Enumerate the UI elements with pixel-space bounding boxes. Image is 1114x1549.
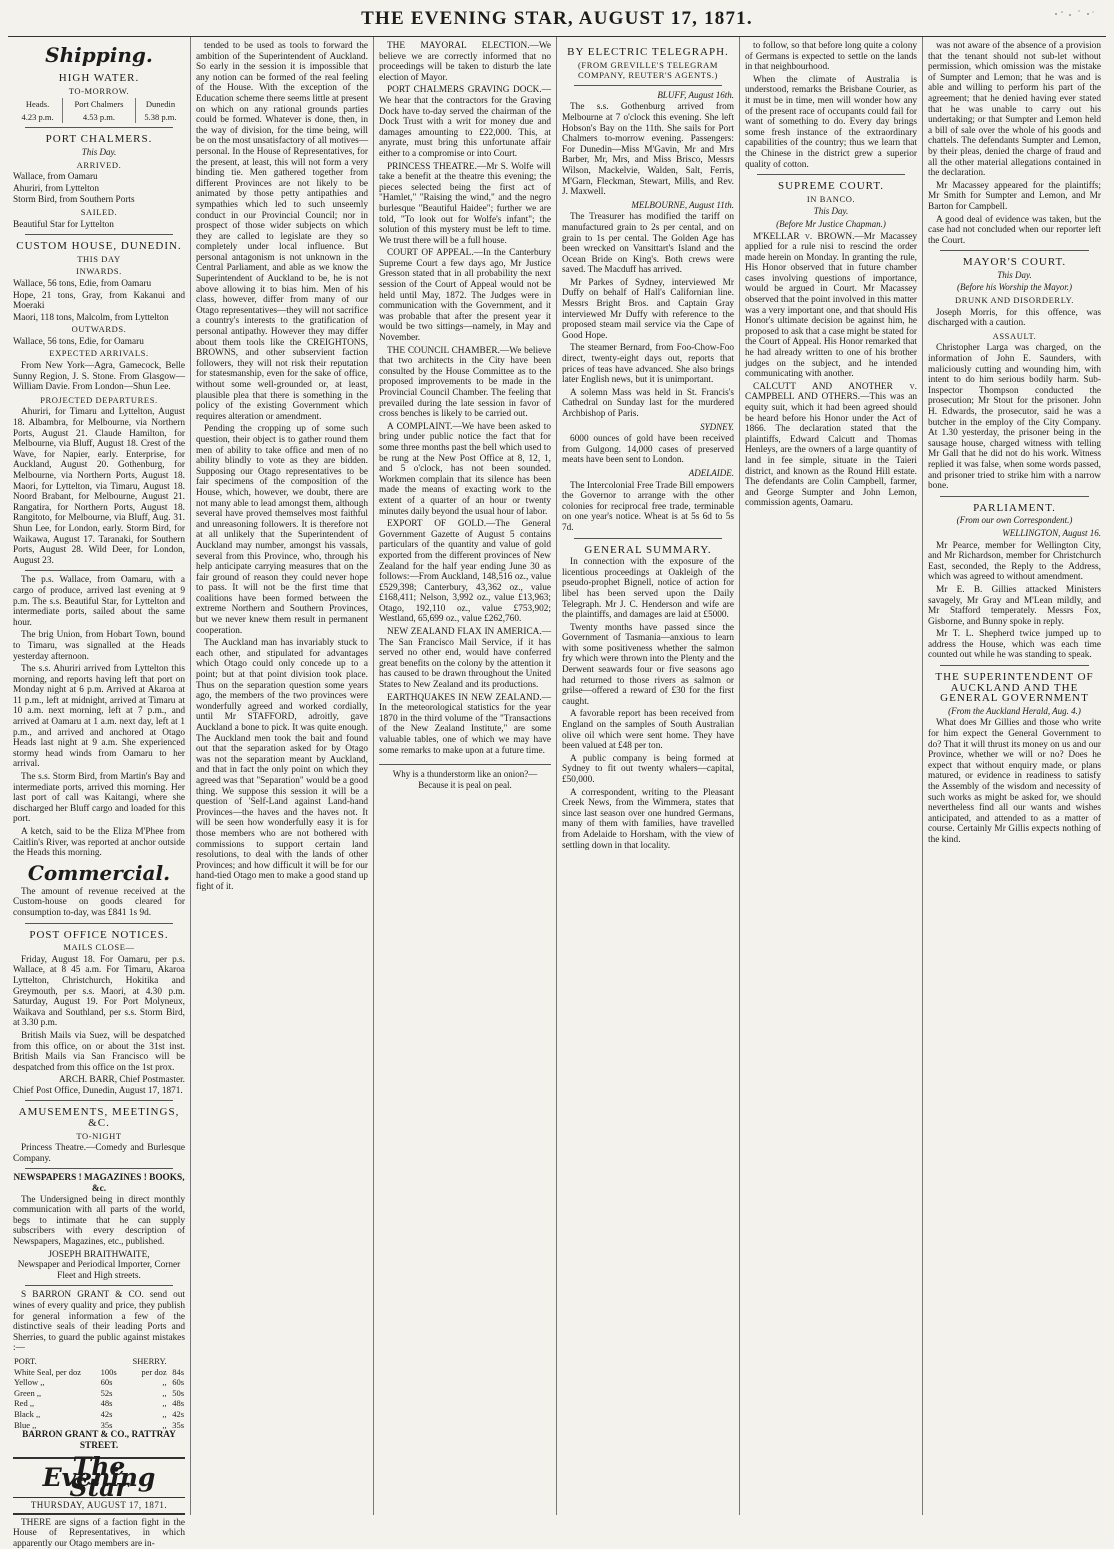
- divider: [757, 174, 905, 175]
- wine-cell: Blue ,,: [14, 1419, 37, 1430]
- tide-table: [13, 98, 185, 123]
- projected-departures-heading: PROJECTED DEPARTURES.: [40, 394, 158, 405]
- shipping-heading: Shipping.: [45, 43, 153, 67]
- news-item-text: We believe we are correctly informed that no proceedings will be taken to disturb the late election of Mayor.: [379, 41, 551, 83]
- case-continued-paragraph: A good deal of evidence was taken, but the case had not concluded when our reporter left the Court.: [928, 214, 1101, 246]
- paper-date-line: THURSDAY, AUGUST 17, 1871.: [13, 1500, 185, 1515]
- news-item: PORT CHALMERS GRAVING DOCK.—We hear that the contractors for the Graving Dock have to-day served the chairman of the Dock Trust with a writ for money due and damages amounting to £22,000. This, at anyrate, must bring this unfortunate affair either to a compromise or into Court.: [379, 85, 551, 159]
- wine-cell: Green ,,: [14, 1387, 42, 1398]
- divider: [25, 127, 173, 128]
- wine-cell: 84s: [172, 1366, 184, 1377]
- wine-cell: ,,: [162, 1377, 167, 1388]
- wine-cell: ,,: [162, 1387, 167, 1398]
- newspapers-ad-name: JOSEPH BRAITHWAITE,: [48, 1249, 150, 1260]
- case-title: M'KELLAR v. BROWN.: [753, 231, 855, 242]
- news-item: A COMPLAINT.—We have been asked to bring under public notice the fact that for some three months past the bell which used to be rung at the New Post Office at 8, 12, 1, and 5 o'clock, has not been sounded. Workmen complain that its silence has been made the means of exacting work to the extent of a quarter of an hour or twenty minutes daily beyond the usual hour of labor.: [379, 421, 551, 517]
- outwards-heading: OUTWARDS.: [71, 324, 127, 335]
- post-office-heading: POST OFFICE NOTICES.: [29, 928, 169, 941]
- leader-paragraph: tended to be used as tools to forward the ambition of the Superintendent of Auckland. So early in the session it is impossible that any notion can be formed of the real feeling of the House. With the exception of the Education scheme there seems little at present on which on any rational grounds parties could be formed. Whatever is done, then, in the way of division, for the time being, will be on the most unsatisfactory of all motives—personal. In the House of Representatives, for the present, at least, this will not form a very binding tie. Men gathered together from different Provinces are not likely to be animated by those petty antipathies and sympathies which led to such unseemly conduct in our Provincial Council; nor in prospect of those wider subjects on which they are called to legislate are they so completely under local influence. But personal antagonism is not unknown in the Central Parliament, and able as we know the Superintendent of Auckland to be, he is not above allowing it to bias him. Men of his class, however, differ from many of our Otago representatives—they will not sacrifice a country's interests to the gratification of personal antipathy. However they may differ about them tools like the CREIGHTONS, BROWNS, and other subservient faction followers, they will not risk their reputation for statesmanship, even for the sake of office, without some well-grounded or, at least, plausible plea that there is something in the policy of the existing Government which requires alteration or amendment.: [196, 41, 368, 422]
- wine-cell: 48s: [100, 1398, 113, 1409]
- paper-fleck-mark: [1052, 8, 1096, 18]
- parliament-paragraph: Mr Pearce, member for Wellington City, and Mr Richardson, member for Christchurch East, seconded, the Reply to the Address, which was agreed to without amendment.: [928, 540, 1101, 583]
- court-judge-label: (Before Mr Justice Chapman.): [776, 218, 886, 229]
- leader-opening: THERE are signs of a faction fight in the House of Representatives, in which apparently our Otago members are in-: [13, 1517, 185, 1549]
- tide-time: 4.23 p.m.: [13, 111, 63, 124]
- superintendent-paragraph: What does Mr Gillies and those who write for him expect the General Government to do? That it will thrust its money on us and our Province, whether we will or no? Does he expect that without enquiry made, or plans matured, or evidence in readiness to satisfy the Assembly of the wisdom and necessity of such works as might be asked for, we should nevertheless find all our wants and wishes anticipated, and attended to as a matter of course. Certainly Mr Gillis expects nothing of the kind.: [928, 718, 1101, 845]
- projected-departures-text: Ahuriri, for Timaru and Lyttelton, August 18. Albambra, for Melbourne, via Northern Ports, August 21. Claude Hamilton, for Melbourne, via Bluff, August 18. Crest of the Wave, for Napier, early. Enterprise, for Auckland, August 20. Gothenburg, for Melbourne, via Northern Ports, August 18. Maori, for Lyttelton, via Timaru, August 18. Noord Brabant, for Melbourne, August 21. Rangatira, for Northern Ports, August 18. Rangitoto, for Melbourne, via Bluff, Aug. 31. Shun Lee, for London, early. Storm Bird, for Waikawa, August 17. Taranaki, for Southern Ports, August 28. Wild Deer, for London, August 23.: [13, 407, 185, 566]
- amusements-heading: AMUSEMENTS, MEETINGS, &C.: [18, 1106, 180, 1130]
- summary-paragraph: A public company is being formed at Sydney to fit out twenty whalers—capital, £50,000.: [562, 753, 734, 785]
- news-item-title: THE COUNCIL CHAMBER.: [387, 345, 500, 356]
- wine-cell: ,,: [162, 1419, 167, 1430]
- news-item: PRINCESS THEATRE.—Mr S. Wolfe will take a benefit at the theatre this evening; the pieces selected being the first act of "Hamlet," "Raising the wind," and the negro burlesque "Beautiful Haidee"; further we are told, "To look out for Wolfe's infant"; the solution of this mystery must be left to time. We trust there will be a full house.: [379, 161, 551, 246]
- column-6: [923, 37, 1106, 1515]
- parliament-heading: PARLIAMENT.: [973, 501, 1056, 514]
- newspapers-ad-subtitle: Newspaper and Periodical Importer, Corner Fleet and High streets.: [17, 1260, 181, 1281]
- outwards-entry: Wallace, 56 tons, Edie, for Oamaru: [13, 336, 144, 347]
- parliament-paragraph: Mr E. B. Gillies attacked Ministers savagely, Mr Gray and M'Lean mildly, and Mr Stafford temperately. Messrs Fox, Gisborne, and Bunny spoke in reply.: [928, 584, 1101, 627]
- case-continued-paragraph: was not aware of the absence of a provision that the tenant should not sub-let without permission, which omission was the mistake of Sumpter and Lemon; that he was and is able and willing to perform his part of the agreement; that he denied having ever stated that he was unable to carry out his undertaking; or that Sumpter and Lemon held a bill of sale over the whole of his goods and chattels. The defendants Sumpter and Lemon, by their pleas, denied the charge of fraud and all the other material allegations contained in the declaration.: [928, 41, 1101, 179]
- wine-cell: ,,: [162, 1408, 167, 1419]
- news-item-text: In the meteorological statistics for the year 1870 in the third volume of the "Transactions of the New Zealand Institute," are some valuable tables, one of which we may have some remarks to make upon at a future time.: [379, 703, 551, 756]
- news-item: THE COUNCIL CHAMBER.—We believe that two architects in the City have been consulted by the House Committee as to the proposed improvements to be made in the Provincial Council Chamber. The feeling that prevailed during the late session in favor of cross benches is likely to be carried out.: [379, 345, 551, 420]
- mayors-court-judge: (Before his Worship the Mayor.): [956, 282, 1073, 293]
- mayors-court-day: This Day.: [997, 269, 1032, 280]
- tide-place: Heads.: [13, 98, 63, 111]
- wine-price-table: [13, 1356, 185, 1430]
- customs-day-label: THIS DAY: [77, 253, 121, 264]
- tide-time: 4.53 p.m.: [63, 111, 136, 124]
- wine-cell: 42s: [172, 1408, 184, 1419]
- news-item-title: EXPORT OF GOLD.: [387, 519, 487, 530]
- court-case: M'KELLAR v. BROWN.—Mr Macassey applied for a rule nisi to rescind the order made herein on Monday. In granting the rule, His Honor observed that in future chamber cases involving questions of importance, would be argued in Court. Mr Macassey observed that the point involved in this matter was a very important one, and that should His Honor's ultimate decision be against him, he proposed to ask that a case might be stated for the Court of Appeal. His Honor remarked that he had already written to one of his brother judges on the subject, and he intended communicating with another.: [745, 231, 917, 380]
- shipping-news-paragraph: The s.s. Storm Bird, from Martin's Bay and intermediate ports, arrived this morning. Her last port of call was Kaitangi, where she discharged her Bluff cargo and loaded for this port.: [13, 772, 185, 825]
- telegraph-text: The Treasurer has modified the tariff on manufactured grain to 2s per cental, and on grain to 1s per cental. The Golden Age has been wrecked on Vansittart's Island and the Ocean Bride on King's. Both crews were saved. The Macduff has arrived.: [562, 212, 734, 276]
- parliament-subheading: (From our own Correspondent.): [956, 515, 1073, 526]
- tonight-label: TO-NIGHT: [76, 1130, 122, 1141]
- telegraph-subheading: (FROM GREVILLE'S TELEGRAM COMPANY, REUTER'S AGENTS.): [577, 59, 719, 81]
- summary-paragraph: Twenty months have passed since the Government of Tasmania—anxious to learn with some positiveness whether the salmon fry which were thrown into the Plenty and the Derwent seawards four or five seasons ago had returned to those rivers as salmon or grilse—offered a reward of £30 for the first caught.: [562, 622, 734, 707]
- news-item: EARTHQUAKES IN NEW ZEALAND.—In the meteorological statistics for the year 1870 in the third volume of the "Transactions of the New Zealand Institute," are some valuable tables, one of which we may have some remarks to make upon at a future time.: [379, 692, 551, 756]
- news-item-text: Mr S. Wolfe will take a benefit at the theatre this evening; the pieces selected being the first act of "Hamlet," "Raising the wind," and the negro burlesque "Beautiful Haidee"; further we are told, "To look out for Wolfe's infant"; the solution of this mystery must be left to time. We trust there will be a full house.: [379, 161, 551, 246]
- summary-paragraph: In connection with the exposure of the licentious proceedings at Oakleigh of the pseudo-prophet Bignell, notice of action for libel has been served upon the Daily Telegraph. Mr J. C. Henderson and wife are the plaintiffs, and damages are laid at £5000.: [562, 557, 734, 621]
- newspapers-ad-heading: NEWSPAPERS ! MAGAZINES ! BOOKS, &c.: [13, 1173, 185, 1195]
- news-item: THE MAYORAL ELECTION.—We believe we are correctly informed that no proceedings will be taken to disturb the late election of Mayor.: [379, 41, 551, 83]
- tomorrow-label: TO-MORROW.: [68, 85, 130, 96]
- assault-text: Christopher Larga was charged, on the information of John E. Saunders, with maliciously cutting and wounding him, with intent to do him serious bodily harm. Sub-Inspector Thompson conducted the prosecution; Mr Stout for the prisoner. John H. Edwards, the prosecutor, said he was a butcher in the employ of the City Company. At 1.30 yesterday, the prisoner being in the sausage house, charged witness with telling Mr Gall that he did not do his work. Witness replied it was false, when some words passed, and prisoner tried to strike him with a narrow bone.: [928, 343, 1101, 492]
- supreme-court-heading: SUPREME COURT.: [777, 180, 885, 193]
- expected-arrivals-text: From New York—Agra, Gamecock, Belle Sunny Region, J. S. Stone. From Glasgow—William Davie. From London—Shun Lee.: [13, 361, 185, 393]
- column-1: [8, 37, 191, 1549]
- divider: [574, 85, 722, 86]
- divider: [940, 665, 1089, 666]
- wine-cell: per doz: [141, 1366, 167, 1377]
- tide-place: Dunedin: [145, 99, 176, 110]
- superintendent-heading: THE SUPERINTENDENT OF AUCKLAND AND THE GENERAL GOVERNMENT: [935, 671, 1094, 705]
- telegraph-text: The steamer Bernard, from Foo-Chow-Foo direct, twenty-eight days out, reports that prices of teas have advanced. She also brings later English news, but it is unimportant.: [562, 343, 734, 386]
- telegraph-text: The Intercolonial Free Trade Bill empowers the Governor to arrange with the other colonies for reciprocal free trade, terminable on one year's notice. Wheat is at 5s 6d to 5s 7d.: [562, 480, 734, 533]
- news-item-title: PORT CHALMERS GRAVING DOCK.: [387, 85, 542, 96]
- summary-paragraph: A favorable report has been received from England on the samples of South Australian olive oil which were sent home. They have been valued at £48 per ton.: [562, 709, 734, 752]
- wine-cell: 35s: [172, 1419, 184, 1430]
- barron-ad-signature: BARRON GRANT & CO., RATTRAY STREET.: [22, 1430, 176, 1451]
- case-text: This was an equity suit, which it had been agreed should be heard before his Honor under the Act of 1866. The declaration stated that the plaintiffs, Edward Calcutt and Thomas Henleys, are the owners of a large quantity of land in fee simple, situate in the Taieri district, and known as the Round Hill estate. The defendants are Colin Campbell, farmer, and George Sumpter and John Lemon, commission agents, Oamaru.: [745, 392, 917, 509]
- wine-cell: ,,: [162, 1398, 167, 1409]
- column-4: [557, 37, 740, 1515]
- riddle-text: Why is a thunderstorm like an onion?—Because it is peal on peal.: [379, 764, 551, 790]
- barron-ad-text: S BARRON GRANT & CO. send out wines of every quality and price, they publish for general information a few of the distinctive seals of their leading Ports and Sherries, to guard the public against mistakes :—: [13, 1290, 185, 1354]
- dateline: MELBOURNE, August 11th.: [631, 199, 734, 210]
- summary-paragraph: A correspondent, writing to the Pleasant Creek News, from the Wimmera, states that since last season over one hundred Germans, many of them with families, have travelled from Adelaide to Horsham, with the view of settling down in that locality.: [562, 787, 734, 851]
- news-item-title: THE MAYORAL ELECTION.: [387, 41, 530, 51]
- news-item-text: We believe that two architects in the City have been consulted by the House Committee as to the proposed improvements to be made in the Provincial Council Chamber. The feeling that prevailed during the late session in favor of cross benches is likely to be carried out.: [379, 345, 551, 420]
- sailed-entry: Beautiful Star for Lyttelton: [13, 219, 114, 230]
- news-item-text: The San Francisco Mail Service, if it has served no other end, would have conferred great benefits on the colony by the attention it has caused to be drawn throughout the United States to New Zealand and its productions.: [379, 637, 551, 691]
- continued-paragraph: When the climate of Australia is understood, remarks the Brisbane Courier, as it must be in time, men will wonder how any of the present race of occupants could fail for want of something to do. Every day brings some fresh instance of the extraordinary capabilities of the country; thus we learn that the Chinese in the district grew a superior quality of cotton.: [745, 74, 917, 170]
- dateline: SYDNEY.: [700, 421, 734, 432]
- news-item: COURT OF APPEAL.—In the Canterbury Supreme Court a few days ago, Mr Justice Gresson stated that in all probability the next session of the Court of Appeal would not be held until May, 1872. The Judges were in communication with the Government, and it was probable that after the present year it would be two sittings—namely, in May and November.: [379, 248, 551, 344]
- mails-text: Friday, August 18. For Oamaru, per p.s. Wallace, at 8 45 a.m. For Timaru, Akaroa Lyttelton, Christchurch, Hokitika and Greymouth, per s.s. Maori, at 4.30 p.m. Saturday, August 19. For Port Molyneux, Waikava and Southland, per s.s. Storm Bird, at 3.30 p.m.: [13, 954, 185, 1029]
- telegraph-text: The s.s. Gothenburg arrived from Melbourne at 7 o'clock this evening. She left Hobson's Bay on the 11th. She sails for Port Chalmers to-morrow evening. Passengers: For Dunedin—Miss M'Gavin, Mr and Mrs Barber, Mr, Mrs, and Miss Brisco, Messrs Wilson, Mackelvie, Walden, Salt, Ferris, M'Garn, Fleckman, Stewart, Mills, and Rev. J. Maxwell.: [562, 102, 734, 198]
- news-item-text: In the Canterbury Supreme Court a few days ago, Mr Justice Gresson stated that in all probability the next session of the Court of Appeal would not be held until May, 1872. The Judges were in communication with the Government, and it was probable that after the present year it would be two sittings—namely, in May and November.: [379, 248, 551, 344]
- sailed-heading: SAILED.: [80, 206, 118, 217]
- divider: [940, 250, 1089, 251]
- paper-nameplate: The Evening Star: [13, 1457, 185, 1498]
- divider: [25, 1168, 173, 1169]
- expected-arrivals-heading: EXPECTED ARRIVALS.: [49, 348, 149, 359]
- news-item-title: NEW ZEALAND FLAX IN AMERICA.: [387, 627, 542, 638]
- tide-time: 5.38 p.m.: [144, 111, 177, 122]
- telegraph-text: A solemn Mass was held in St. Francis's Cathedral on Sunday last for the murdered Archbishop of Paris.: [562, 387, 734, 419]
- news-item: NEW ZEALAND FLAX IN AMERICA.—The San Francisco Mail Service, if it has served no other end, would have conferred great benefits on the colony by the attention it has caused to be drawn throughout the United States to New Zealand and its productions.: [379, 627, 551, 691]
- news-item-title: A COMPLAINT.: [387, 421, 453, 432]
- postmaster-signature: ARCH. BARR, Chief Postmaster.: [58, 1075, 185, 1086]
- wine-cell: Red ,,: [14, 1398, 35, 1409]
- telegraph-heading: BY ELECTRIC TELEGRAPH.: [567, 46, 729, 58]
- high-water-heading: HIGH WATER.: [58, 72, 140, 84]
- commercial-heading: Commercial.: [27, 860, 171, 885]
- mails-text-2: British Mails via Suez, will be despatched from this office, on or about the 31st inst. British Mails via San Francisco will be despatched from this office on the 1st prox.: [13, 1030, 185, 1073]
- wine-col-header: SHERRY.: [132, 1355, 167, 1366]
- wine-cell: 42s: [100, 1408, 113, 1419]
- post-office-place: Chief Post Office, Dunedin, August 17, 1871.: [13, 1085, 183, 1096]
- wine-cell: White Seal, per doz: [14, 1366, 82, 1377]
- leader-paragraph: The Auckland man has invariably stuck to each other, and stipulated for advantages which Otago could only concede up to a point; but at that point division took place. Thus on the separation question some years ago, the members of the two provinces were wonderfully agreed and worked cordially, until Mr STAFFORD, adroitly, gave Auckland a bone to pick. It was quite enough. The Auckland men took the bait and found out that the separation asked for by Otago was not the separation meant by Auckland, and that in fact the only point on which they agreed was that "Separation" would be a good thing. We suppose this session it will be a question of 'Self-Land against Land-hand Provinces—the haves and the haves not. It will be seen how wonderfully easy it is for those members who are not bothered with commissions to support certain land resolutions, to deal with the lands of other Provinces; and how difficult it will be for our hand-tied Otago men to make a good stand up fight of it.: [196, 638, 368, 892]
- court-case: CALCUTT AND ANOTHER v. CAMPBELL AND OTHERS.—This was an equity suit, which it had been agreed should be heard before his Honor under the Act of 1866. The declaration stated that the plaintiffs, Edward Calcutt and Thomas Henleys, are the owners of a large quantity of land in fee simple, situate in the Taieri district, and known as the Round Hill estate. The defendants are Colin Campbell, farmer, and George Sumpter and John Lemon, commission agents, Oamaru.: [745, 381, 917, 509]
- divider: [25, 1100, 173, 1101]
- superintendent-subheading: (From the Auckland Herald, Aug. 4.): [948, 705, 1081, 716]
- this-day-label: This Day.: [81, 146, 117, 157]
- shipping-news-paragraph: The s.s. Ahuriri arrived from Lyttelton this morning, and reports having left that port on Monday night at 6 p.m. Arrived at Akaroa at 11 p.m., left at midnight, arrived at Timaru at 10 a.m. next morning, left at 7 p.m., and arrived at Oamaru at 1 a.m. next day, left at 1 p.m., and arrived and anchored at Otago Heads last night at 9 a.m. She experienced stormy head winds from Oamaru to her arrival.: [13, 664, 185, 770]
- news-item-text: We have been asked to bring under public notice the fact that for some three months past the bell which used to be rung at the New Post Office at 8, 12, 1, and 5 o'clock, has not been sounded. Workmen complain that its silence has been made the means of exacting work to the extent of a quarter of an hour or twenty minutes daily beyond the usual hour of labor.: [379, 421, 551, 517]
- wine-cell: Yellow ,,: [14, 1377, 45, 1388]
- customs-heading: CUSTOM HOUSE, DUNEDIN.: [16, 240, 182, 253]
- wine-cell: 48s: [172, 1398, 184, 1409]
- commercial-text: The amount of revenue received at the Custom-house on goods cleared for consumption to-day, was £841 1s 9d.: [13, 886, 185, 918]
- parliament-paragraph: Mr T. L. Shepherd twice jumped up to address the House, which was each time counted out while he was standing to speak.: [928, 629, 1101, 661]
- leader-paragraph: Pending the cropping up of some such question, their object is to gather round them men of ability to take office and men of no ability blindly to vote as they are bidden. Supposing our Otago representatives to be fair specimens of the composition of the House, which, however, we doubt, there are not many able to lead amongst them, although several have proved themselves most faithful and unreasoning followers. It is therefore not at all unlikely that the Superintendent of Auckland may number, amongst his vassals, several from this Province, who, through his help anticipate carrying measures that on the fair ground of reason they could never hope to pass. It will not be the first time that coalitions have been formed between the extreme Northern and Southern Provinces, but we never knew them result in permanent cooperation.: [196, 424, 368, 636]
- divider: [25, 1285, 173, 1286]
- inwards-heading: INWARDS.: [76, 266, 122, 277]
- telegraph-text: Mr Parkes of Sydney, interviewed Mr Duffy on behalf of Hall's Californian line. Messrs Bright Bros. and Captain Gray interviewed Mr Duffy with reference to the proposed steam mail service via the Cape of Good Hope.: [562, 277, 734, 341]
- newspapers-ad-text: The Undersigned being in direct monthly communication with all parts of the world, begs to intimate that he can supply subscribers with every description of Newspapers, Magazines, etc., published.: [13, 1194, 185, 1247]
- tide-place: Port Chalmers: [63, 98, 136, 111]
- drunk-text: Joseph Morris, for this offence, was discharged with a caution.: [928, 307, 1101, 329]
- wine-cell: 60s: [172, 1377, 184, 1388]
- wine-cell: Black ,,: [14, 1408, 41, 1419]
- wine-cell: 60s: [100, 1377, 113, 1388]
- column-container: [8, 37, 1106, 1549]
- shipping-news-paragraph: A ketch, said to be the Eliza M'Phee from Caitlin's River, was reported at anchor outside the Heads this morning.: [13, 827, 185, 859]
- case-text: Mr Macassey applied for a rule nisi to rescind the order made herein on Monday. In granting the rule, His Honor observed that in future chamber cases involving questions of importance, would be argued in Court. Mr Macassey observed that the point involved in this matter was a very important one, and that should His Honor's ultimate decision be against him, he proposed to ask that a case might be stated for the Court of Appeal. His Honor remarked that he had already written to one of his brother judges on the subject, and he intended communicating with another.: [745, 231, 917, 380]
- arrival-entry: Storm Bird, from Southern Ports: [13, 195, 135, 206]
- news-item-title: EARTHQUAKES IN NEW ZEALAND.: [387, 692, 542, 703]
- continued-paragraph: to follow, so that before long quite a colony of Germans is expected to settle on the lands in that neighbourhood.: [745, 41, 917, 73]
- news-item-text: The General Government Gazette of August 5 contains particulars of the quantity and value of gold exported from the different provinces of New Zealand for the half year ending June 30 as follows:—From Auckland, 148,516 oz., value £529,398; Canterbury, 43,362 oz., value £168,411; Nelson, 3,992 oz., value £13,963; Otago, 192,110 oz., value £753,902; Westland, 65,699 oz., value £262,760.: [379, 519, 552, 625]
- page-masthead: THE EVENING STAR, AUGUST 17, 1871.: [8, 6, 1106, 37]
- amusements-text: Princess Theatre.—Comedy and Burlesque Company.: [13, 1143, 185, 1164]
- wine-cell: 100s: [100, 1366, 117, 1377]
- shipping-news-paragraph: The p.s. Wallace, from Oamaru, with a cargo of produce, arrived last evening at 9 p.m. The s.s. Beautiful Star, for Lyttelton and intermediate ports, sailed about the same hour.: [13, 575, 185, 628]
- divider: [25, 923, 173, 924]
- wine-cell: 52s: [100, 1387, 113, 1398]
- in-banco-label: IN BANCO.: [806, 193, 856, 204]
- general-summary-heading: GENERAL SUMMARY.: [584, 543, 712, 556]
- mayors-court-heading: MAYOR'S COURT.: [962, 256, 1067, 269]
- drunk-heading: DRUNK AND DISORDERLY.: [954, 295, 1075, 306]
- news-item: EXPORT OF GOLD.—The General Government Gazette of August 5 contains particulars of the quantity and value of gold exported from the different provinces of New Zealand for the half year ending June 30 as follows:—From Auckland, 148,516 oz., value £529,398; Canterbury, 43,362 oz., value £168,411; Nelson, 3,992 oz., value £13,963; Otago, 192,110 oz., value £753,902; Westland, 65,699 oz., value £262,760.: [379, 519, 552, 625]
- wine-col-header: PORT.: [14, 1355, 37, 1366]
- divider: [25, 234, 173, 235]
- assault-heading: ASSAULT.: [992, 330, 1037, 341]
- case-continued-paragraph: Mr Macassey appeared for the plaintiffs; Mr Smith for Sumpter and Lemon, and Mr Barton for Campbell.: [928, 180, 1101, 212]
- inwards-entry: Hope, 21 tons, Gray, from Kakanui and Moeraki: [13, 290, 185, 312]
- dateline: ADELAIDE.: [688, 467, 734, 478]
- inwards-entry: Wallace, 56 tons, Edie, from Oamaru: [13, 278, 152, 289]
- arrived-heading: ARRIVED.: [76, 159, 122, 170]
- arrival-entry: Ahuriri, from Lyttelton: [13, 183, 99, 194]
- divider: [574, 538, 722, 539]
- shipping-news-paragraph: The brig Union, from Hobart Town, bound to Timaru, was signalled at the Heads yesterday afternoon.: [13, 630, 185, 662]
- dateline: BLUFF, August 16th.: [657, 89, 734, 100]
- column-5: [740, 37, 923, 1515]
- wine-cell: 50s: [172, 1387, 184, 1398]
- divider: [25, 570, 173, 571]
- wine-cell: 35s: [100, 1419, 113, 1430]
- port-chalmers-heading: PORT CHALMERS.: [45, 133, 153, 146]
- column-2: [191, 37, 374, 1515]
- telegraph-text: 6000 ounces of gold have been received from Gulgong. 14,000 cases of preserved meats have been sent to London.: [562, 434, 734, 466]
- parliament-dateline: WELLINGTON, August 16.: [1002, 527, 1101, 538]
- inwards-entry: Maori, 118 tons, Malcolm, from Lyttelton: [13, 312, 169, 323]
- column-3: [374, 37, 557, 1515]
- case-title: CALCUTT AND ANOTHER v. CAMPBELL AND OTHERS.: [745, 381, 917, 403]
- news-item-title: PRINCESS THEATRE.: [387, 161, 477, 172]
- news-item-title: COURT OF APPEAL.: [387, 248, 474, 259]
- news-item-text: We hear that the contractors for the Graving Dock have to-day served the chairman of the Dock Trust with a writ for money due and damages amounting to £22,000. This, at anyrate, must bring this unfortunate affair either to a compromise or into Court.: [379, 95, 551, 159]
- arrival-entry: Wallace, from Oamaru: [13, 172, 98, 183]
- court-day-label: This Day.: [813, 206, 849, 217]
- divider: [940, 496, 1089, 497]
- mails-close-label: MAILS CLOSE—: [63, 942, 135, 953]
